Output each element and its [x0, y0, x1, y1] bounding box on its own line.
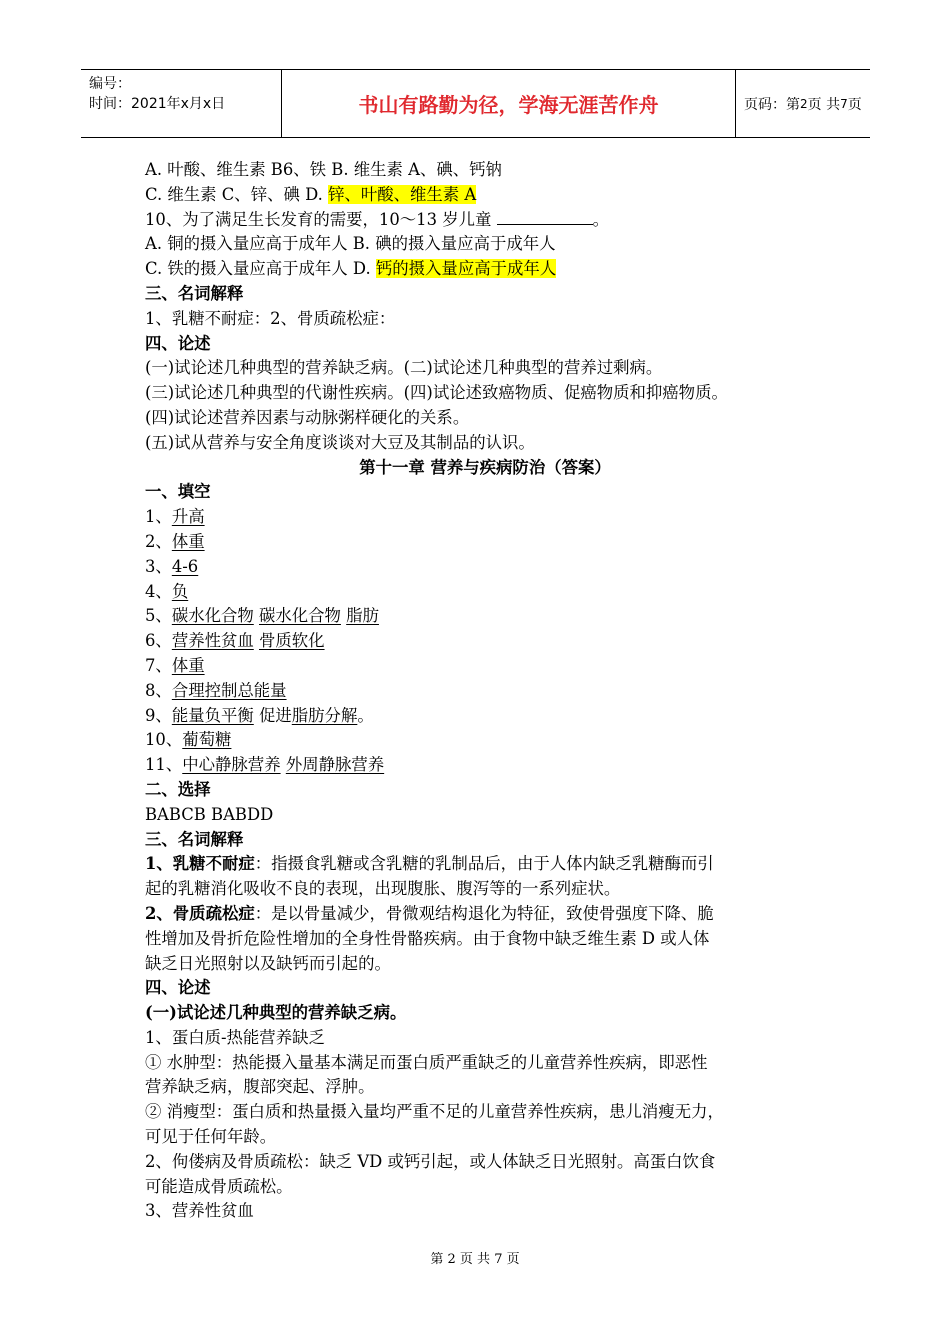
fill-answer — [145, 580, 825, 605]
answer-text: 脂肪 — [346, 606, 379, 626]
header-page-info — [736, 70, 870, 137]
time-label: 时间：2021年x月x日 — [89, 96, 226, 112]
essay-question: (四)试论述营养因素与动脉粥样硬化的关系。 — [145, 407, 470, 427]
answer-text: 骨质软化 — [259, 631, 325, 651]
answer-end: 。 — [357, 705, 374, 725]
section-heading: 四、论述 — [145, 978, 211, 998]
essay-question: (三)试论述几种典型的代谢性疾病。(四)试论述致癌物质、促癌物质和抑癌物质。 — [145, 383, 728, 403]
paragraph: 营养缺乏病，腹部突起、浮肿。 — [145, 1077, 375, 1097]
q10-option-cd — [145, 257, 825, 282]
highlighted-answer: 钙的摄入量应高于成年人 — [375, 259, 557, 279]
footer-suffix: 页 — [506, 1252, 520, 1267]
fill-answer — [145, 555, 825, 580]
q10-option-ab: A. 铜的摄入量应高于成年人 B. 碘的摄入量应高于成年人 — [145, 234, 556, 254]
definition-text: ：是以骨量减少，骨微观结构退化为特征，致使骨强度下降、脆 — [254, 903, 714, 923]
header-meta — [81, 70, 281, 137]
section-heading: 一、填空 — [145, 482, 211, 502]
answer-text: 体重 — [171, 531, 205, 551]
page-header — [81, 69, 870, 138]
option-c: C. 维生素 C、锌、碘 D. — [145, 184, 329, 204]
definition-2 — [145, 902, 825, 927]
definition-2-cont: 缺乏日光照射以及缺钙而引起的。 — [145, 953, 391, 973]
highlighted-answer: 锌、叶酸、维生素 A — [328, 184, 477, 204]
paragraph: ① 水肿型：热能摄入量基本满足而蛋白质严重缺乏的儿童营养性疾病，即恶性 — [145, 1052, 708, 1072]
answer-text: 合理控制总能量 — [171, 680, 287, 700]
answer-text: 碳水化合物 — [171, 606, 254, 626]
answer-text: 4-6 — [171, 556, 199, 576]
paragraph: ② 消瘦型：蛋白质和热量摄入量均严重不足的儿童营养性疾病，患儿消瘦无力， — [145, 1102, 724, 1122]
paragraph: 1、蛋白质-热能营养缺乏 — [145, 1027, 325, 1047]
footer-total: 7 — [494, 1252, 503, 1267]
answer-connector: 促进 — [253, 705, 292, 725]
question-10 — [145, 208, 825, 233]
terms-line: 1、乳糖不耐症：2、骨质疏松症： — [145, 308, 396, 328]
answer-number: 4、 — [145, 581, 172, 601]
definition-term: 1、乳糖不耐症 — [145, 854, 255, 874]
fill-answer — [145, 728, 825, 753]
answer-text: 碳水化合物 — [259, 606, 341, 626]
answer-text: 脂肪分解 — [291, 705, 358, 725]
question-10-text: 10、为了满足生长发育的需要，10～13 岁儿童 — [145, 209, 497, 229]
footer-prefix: 第 — [430, 1252, 444, 1267]
answer-number: 9、 — [145, 705, 172, 725]
essay-answer-title: (一)试论述几种典型的营养缺乏病。 — [145, 1003, 407, 1023]
definition-2-cont: 性增加及骨折危险性增加的全身性骨骼疾病。由于食物中缺乏维生素 D 或人体 — [145, 928, 710, 948]
paragraph: 3、营养性贫血 — [145, 1201, 254, 1221]
section-heading: 三、名词解释 — [145, 283, 244, 303]
answer-text: 葡萄糖 — [182, 730, 232, 750]
answer-blank — [497, 208, 593, 225]
paragraph: 可见于任何年龄。 — [145, 1127, 277, 1147]
paragraph: 可能造成骨质疏松。 — [145, 1176, 293, 1196]
answer-number: 2、 — [145, 531, 172, 551]
footer-page: 2 — [447, 1252, 456, 1267]
answer-text: 升高 — [171, 507, 205, 527]
fill-answer — [145, 629, 825, 654]
answer-text: 营养性贫血 — [171, 631, 254, 651]
fill-answer — [145, 604, 825, 629]
document-body — [145, 158, 825, 1224]
fill-answer — [145, 505, 825, 530]
fill-answer — [145, 704, 825, 729]
number-label: 编号： — [89, 76, 131, 92]
option-line-cd — [145, 183, 825, 208]
page-prefix: 页码：第 — [744, 96, 800, 113]
answer-number: 5、 — [145, 606, 172, 626]
answer-number: 3、 — [145, 556, 172, 576]
answer-number: 10、 — [145, 730, 183, 750]
section-heading: 三、名词解释 — [145, 829, 244, 849]
fill-answer — [145, 530, 825, 555]
answer-text: 体重 — [171, 655, 205, 675]
option-line-ab: A. 叶酸、维生素 B6、铁 B. 维生素 A、碘、钙钠 — [145, 160, 502, 179]
definition-1 — [145, 852, 825, 877]
fill-answer — [145, 753, 825, 778]
page-total: 7 — [840, 96, 848, 111]
page-suffix: 页 — [847, 96, 862, 113]
fill-answer — [145, 654, 825, 679]
question-10-end: 。 — [592, 209, 610, 229]
chapter-title: 第十一章 营养与疾病防治（答案） — [359, 457, 611, 477]
page-footer — [0, 1248, 950, 1267]
answer-text: 负 — [171, 581, 189, 601]
q10-option-c: C. 铁的摄入量应高于成年人 D. — [145, 259, 376, 279]
section-heading: 二、选择 — [145, 779, 211, 799]
answer-text: 外周静脉营养 — [285, 755, 385, 775]
answer-number: 1、 — [145, 507, 172, 527]
definition-text: ：指摄食乳糖或含乳糖的乳制品后，由于人体内缺乏乳糖酶而引 — [254, 854, 714, 874]
header-motto: 书山有路勤为径，学海无涯苦作舟 — [281, 70, 736, 137]
answer-number: 8、 — [145, 680, 172, 700]
answer-number: 7、 — [145, 655, 172, 675]
answer-text: 能量负平衡 — [171, 705, 254, 725]
paragraph: 2、佝偻病及骨质疏松：缺乏 VD 或钙引起，或人体缺乏日光照射。高蛋白饮食 — [145, 1151, 716, 1171]
definition-term: 2、骨质疏松症 — [145, 903, 255, 923]
choice-answers: BABCB BABDD — [145, 804, 274, 824]
essay-question: (一)试论述几种典型的营养缺乏病。(二)试论述几种典型的营养过剩病。 — [145, 358, 663, 378]
answer-number: 6、 — [145, 631, 172, 651]
definition-1-cont: 起的乳糖消化吸收不良的表现，出现腹胀、腹泻等的一系列症状。 — [145, 879, 621, 899]
page-mid: 页 共 — [807, 96, 841, 113]
page-number: 2 — [800, 96, 808, 111]
section-heading: 四、论述 — [145, 333, 211, 353]
fill-answer — [145, 679, 825, 704]
answer-text: 中心静脉营养 — [182, 755, 281, 775]
answer-number: 11、 — [145, 755, 183, 775]
essay-question: (五)试从营养与安全角度谈谈对大豆及其制品的认识。 — [145, 432, 535, 452]
footer-mid: 页 共 — [459, 1252, 491, 1267]
